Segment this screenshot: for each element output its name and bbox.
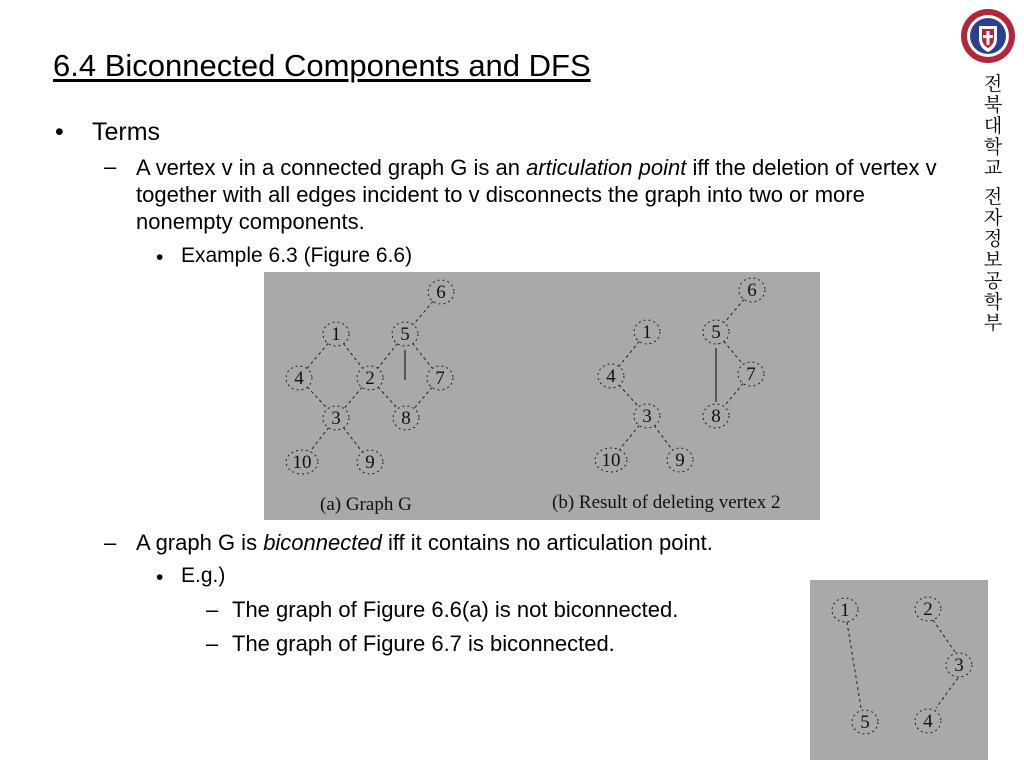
svg-text:9: 9 [675,450,685,471]
svg-text:6: 6 [436,282,446,303]
bullet-dot-icon: • [156,246,164,269]
figure-6-7 [810,580,988,760]
graph-a-node-8 [393,406,419,430]
example-not-biconnected: The graph of Figure 6.6(a) is not biconnected. [232,597,679,622]
svg-text:2: 2 [365,368,375,389]
graph-a-node-9 [357,450,383,474]
graph-a-node-2 [357,366,383,390]
svg-text:1: 1 [840,600,850,621]
page-title: 6.4 Biconnected Components and DFS [53,48,591,83]
svg-text:3: 3 [331,408,341,429]
dash-bullet-icon: – [104,154,117,179]
graph-b-node-7 [738,362,764,386]
graph-b-node-10 [595,448,627,472]
articulation-point-definition: A vertex v in a connected graph G is an articulation point iff the deletion of vertex v together with all edges incident to v disconnects the graph into two or more nonempty components. [136,155,937,234]
graph-b-node-6 [739,278,765,302]
svg-text:6: 6 [747,280,757,301]
biconnected-term: biconnected [263,530,382,555]
eg-label: E.g.) [181,564,226,587]
graph-c-node-2 [915,597,941,621]
graph-c-node-4 [915,709,941,733]
bullet-dot-icon: • [156,566,164,589]
biconnected-definition: A graph G is biconnected iff it contains no articulation point. [136,530,713,555]
bullet-dot-icon: • [55,118,64,146]
graph-a-node-10 [286,450,318,474]
graph-b-node-8 [703,404,729,428]
graph-a-node-3 [323,406,349,430]
graph-b-node-4 [598,364,624,388]
svg-text:3: 3 [954,655,964,676]
university-seal-logo [960,8,1016,64]
svg-text:4: 4 [606,366,616,387]
figure-6-7-graph [810,580,988,760]
figure-caption-a: (a) Graph G [320,494,412,515]
svg-text:8: 8 [711,406,721,427]
dash-bullet-icon: – [206,597,219,622]
svg-text:7: 7 [746,364,756,385]
graph-a-node-5 [392,322,418,346]
svg-text:4: 4 [923,711,933,732]
svg-text:5: 5 [860,712,870,733]
graph-a-node-6 [428,280,454,304]
svg-text:1: 1 [642,322,652,343]
graph-a-node-4 [286,366,312,390]
svg-text:4: 4 [294,368,304,389]
graph-c-edges [847,620,958,708]
svg-text:2: 2 [923,599,933,620]
example-label: Example 6.3 (Figure 6.6) [181,244,413,267]
svg-text:10: 10 [292,452,312,473]
graph-b-node-3 [634,404,660,428]
figure-caption-b: (b) Result of deleting vertex 2 [552,492,781,513]
graph-c-node-5 [852,710,878,734]
terms-heading: Terms [92,118,161,146]
articulation-point-term: articulation point [526,155,687,180]
graph-a-node-7 [427,366,453,390]
example-biconnected: The graph of Figure 6.7 is biconnected. [232,631,615,656]
svg-text:9: 9 [365,452,375,473]
dash-bullet-icon: – [206,631,219,656]
graph-b-node-9 [667,448,693,472]
svg-text:7: 7 [435,368,445,389]
graph-c-node-1 [832,598,858,622]
figure-6-6-graphs [264,272,820,520]
graph-b-node-1 [634,320,660,344]
graph-c-node-3 [946,653,972,677]
svg-text:3: 3 [642,406,652,427]
svg-text:5: 5 [711,322,721,343]
dash-bullet-icon: – [104,530,117,555]
figure-6-6 [264,272,820,520]
svg-text:5: 5 [400,324,410,345]
department-vertical-label: 전 북 대 학 교 전 자 정 보 공 학 부 [983,73,1003,334]
graph-a-node-1 [323,322,349,346]
svg-text:8: 8 [401,408,411,429]
graph-b-edges [611,290,752,460]
svg-text:1: 1 [331,324,341,345]
graph-b-node-5 [703,320,729,344]
svg-text:10: 10 [601,450,621,471]
